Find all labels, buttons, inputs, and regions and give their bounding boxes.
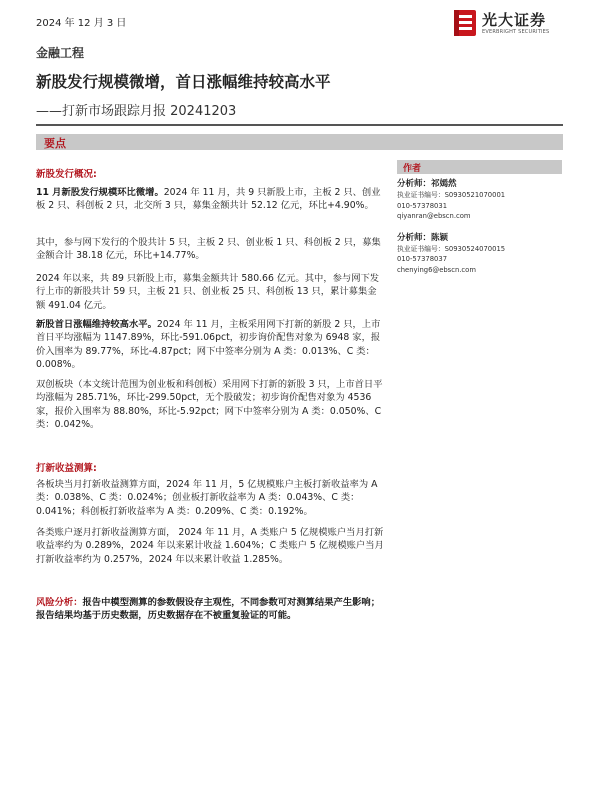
paragraph-ipo-return bbox=[36, 318, 385, 372]
paragraph-dual-board: 双创板块（本文统计范围为创业板和科创板）采用网下打新的新股 3 只，上市首日平均涨幅为 285.71%，环比-299.50pct，无个股破发；初步询价配售对象为 4536 家，报价入围率为 88.80%，环比-5.92pct；网下中签率分别为 A 类：0.050%、C 类：0.042%。 bbox=[36, 379, 383, 431]
title-divider bbox=[36, 124, 563, 126]
author-bar bbox=[397, 160, 562, 174]
paragraph-income-board: 各板块当月打新收益测算方面，2024 年 11 月，5 亿规模账户主板打新收益率为 A 类：0.038%、C 类：0.024%；创业板打新收益率为 A 类：0.043%、C 类：0.041%；科创板打新收益率为 A 类：0.209%、C 类：0.192%。 bbox=[36, 479, 378, 517]
author-phone: 010-57378037 bbox=[397, 255, 448, 263]
report-date: 2024 年 12 月 3 日 bbox=[36, 18, 127, 29]
paragraph-overview-3: 2024 年以来，共 89 只新股上市，募集金额共计 580.66 亿元。其中，参与网下发行上市的新股共计 59 只，主板 21 只、创业板 25 只、科创板 13 只，累计募集金额 491.04 亿元。 bbox=[36, 273, 380, 311]
key-points-label: 要点 bbox=[44, 137, 66, 150]
author-card bbox=[397, 178, 562, 222]
author-email[interactable]: qiyanran@ebscn.com bbox=[397, 212, 471, 220]
paragraph-overview-1-lead: 11 月新股发行规模环比微增。 bbox=[36, 187, 164, 198]
paragraph-overview-2: 其中，参与网下发行的个股共计 5 只，主板 2 只、创业板 1 只、科创板 2 只，募集金额合计 38.18 亿元，环比+14.77%。 bbox=[36, 237, 381, 262]
paragraph-overview-1 bbox=[36, 186, 385, 213]
logo-cn-text: 光大证券 bbox=[482, 10, 547, 29]
author-sidebar bbox=[397, 160, 562, 275]
author-label: 作者 bbox=[403, 164, 422, 174]
paragraph-risk bbox=[36, 596, 385, 623]
author-card bbox=[397, 232, 562, 276]
risk-text: 报告中模型测算的参数假设存主观性，不同参数可对测算结果产生影响；报告结果均基于历史数据，历史数据存在不被重复验证的可能。 bbox=[36, 597, 381, 622]
author-cert: 执业证书编号：S0930521070001 bbox=[397, 191, 506, 199]
paragraph-income-account: 各类账户逐月打新收益测算方面， 2024 年 11 月，A 类账户 5 亿规模账户当月打新收益率约为 0.289%，2024 年以来累计收益 1.604%；C 类账户 5 亿规模账户当月打新收益率约为 0.257%，2024 年以来累计收益 1.285%。 bbox=[36, 527, 384, 565]
author-name: 分析师：陈颖 bbox=[397, 232, 449, 243]
report-subtitle: ——打新市场跟踪月报 20241203 bbox=[36, 104, 237, 119]
paragraph-overview-1-body: 2024 年 11 月，共 9 只新股上市，主板 2 只、创业板 2 只、科创板 2 只，北交所 3 只，募集金额共计 52.12 亿元，环比+4.90%。 bbox=[36, 187, 381, 212]
everbright-logo bbox=[454, 6, 570, 40]
overview-heading: 新股发行概况: bbox=[36, 169, 97, 180]
paragraph-ipo-return-lead: 新股首日涨幅维持较高水平。 bbox=[36, 319, 157, 330]
key-points-bar bbox=[36, 134, 563, 150]
everbright-logo-icon bbox=[454, 10, 476, 36]
risk-heading: 风险分析： bbox=[36, 597, 83, 608]
report-category: 金融工程 bbox=[36, 46, 85, 60]
author-cert: 执业证书编号：S0930524070015 bbox=[397, 244, 506, 253]
logo-en-text: EVERBRIGHT SECURITIES bbox=[482, 28, 550, 35]
income-heading: 打新收益测算: bbox=[36, 463, 97, 474]
author-phone: 010-57378031 bbox=[397, 201, 448, 210]
report-title: 新股发行规模微增，首日涨幅维持较高水平 bbox=[36, 73, 331, 91]
author-email[interactable]: chenying6@ebscn.com bbox=[397, 265, 476, 274]
author-name: 分析师：祁嫣然 bbox=[397, 179, 457, 189]
paragraph-ipo-return-body: 2024 年 11 月，主板采用网下打新的新股 2 只，上市首日平均涨幅为 1147.89%，环比-591.06pct，初步询价配售对象为 6948 家，报价入围率为 89.77%，环比-4.87pct；网下中签率分别为 A 类：0.013%、C 类：0.008%。 bbox=[36, 319, 381, 371]
